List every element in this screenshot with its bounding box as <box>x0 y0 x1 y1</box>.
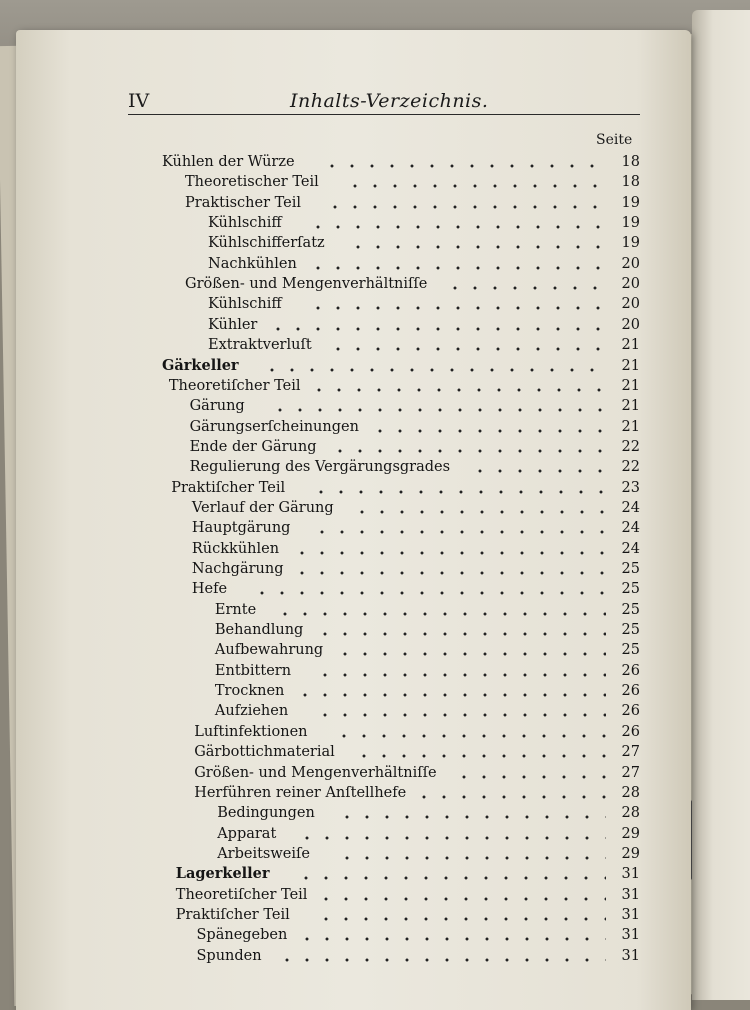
dot-leader <box>330 437 606 457</box>
dot-leader <box>292 559 606 579</box>
toc-page-number: 31 <box>621 906 640 923</box>
dot-leader <box>414 783 606 803</box>
toc-row <box>208 294 640 314</box>
toc-entry-label: Extraktverluſt <box>208 337 312 354</box>
toc-row <box>192 579 640 599</box>
toc-page-number: 24 <box>621 520 640 537</box>
page-header <box>128 90 640 115</box>
dot-leader <box>277 946 607 966</box>
toc-page-number: 26 <box>621 703 640 720</box>
toc-entry-label: Kühlen der Würze <box>162 154 295 170</box>
dot-leader <box>345 172 606 192</box>
toc-page-number: 22 <box>621 438 640 455</box>
toc-entry-label: Lagerkeller <box>175 865 270 883</box>
dot-leader <box>335 640 606 660</box>
toc-page-number: 28 <box>621 805 640 822</box>
toc-page-number: 25 <box>621 601 640 618</box>
toc-entry-label: Nachkühlen <box>208 255 297 272</box>
toc-page-number: 26 <box>621 723 640 740</box>
page-title: Inhalts-Verzeichnis. <box>290 90 489 112</box>
dot-leader <box>315 620 606 640</box>
toc-page-number: 20 <box>621 276 640 293</box>
toc-entry-label: Hefe <box>191 581 228 598</box>
toc-row <box>192 539 640 559</box>
toc-row <box>215 681 640 701</box>
toc-row <box>215 620 640 640</box>
toc-entry-label: Kühlschiff <box>208 296 282 313</box>
toc-row <box>194 722 640 742</box>
toc-entry-label: Gärung <box>189 398 245 415</box>
toc-page-number: 18 <box>621 154 640 170</box>
toc-entry-label: Praktischer Teil <box>185 194 302 211</box>
toc-entry-label: Größen- und Mengenverhältniſſe <box>194 764 437 781</box>
dot-leader <box>297 925 607 945</box>
toc-row <box>217 824 640 844</box>
toc-page-number: 31 <box>621 866 640 883</box>
toc-row <box>169 376 640 396</box>
dot-leader <box>315 701 606 721</box>
toc-entry-label: Herführen reiner Anſtellhefe <box>194 784 407 801</box>
dot-leader <box>334 722 606 742</box>
toc-page-number: 25 <box>621 561 640 577</box>
toc-row <box>176 885 640 905</box>
dot-leader <box>311 478 606 498</box>
toc-page-number: 21 <box>621 418 640 435</box>
toc-entry-label: Gärkeller <box>162 356 239 374</box>
toc-row <box>215 640 640 660</box>
toc-row <box>192 518 640 538</box>
toc-page-number: 31 <box>621 886 640 903</box>
dot-leader <box>454 763 606 783</box>
toc-page-number: 21 <box>621 377 640 394</box>
toc-row <box>217 844 640 864</box>
toc-entry-label: Behandlung <box>214 622 304 639</box>
dot-leader <box>308 254 606 274</box>
toc-page-number: 20 <box>621 255 640 272</box>
toc-page-number: 26 <box>621 683 640 700</box>
dot-leader <box>325 193 606 213</box>
toc-entry-label: Luftinfektionen <box>194 723 308 740</box>
toc-entry-label: Hauptgärung <box>191 520 291 537</box>
dot-leader <box>316 885 606 905</box>
toc-entry-label: Regulierung des Vergärungsgrades <box>189 459 451 476</box>
toc-row <box>185 172 640 192</box>
toc-page-number: 23 <box>621 479 640 496</box>
toc-page-number: 19 <box>621 215 640 232</box>
toc-entry-label: Praktiſcher Teil <box>171 479 286 496</box>
dot-leader <box>315 661 606 681</box>
dot-leader <box>270 396 606 416</box>
toc-page-number: 25 <box>621 622 640 639</box>
toc-page-number: 20 <box>621 316 640 333</box>
toc-row <box>176 864 640 884</box>
toc-entry-label: Theoretischer Teil <box>185 174 319 191</box>
toc-entry-label: Gärungserſcheinungen <box>189 418 359 435</box>
toc-row <box>197 925 641 945</box>
toc-entry-label: Kühlschifferſatz <box>208 235 325 252</box>
dot-leader <box>292 539 606 559</box>
toc-entry-label: Größen- und Mengenverhältniſſe <box>185 276 428 293</box>
toc-entry-label: Praktiſcher Teil <box>175 906 290 923</box>
dot-leader <box>370 417 606 437</box>
dot-leader <box>275 600 606 620</box>
toc-entry-label: Aufbewahrung <box>214 642 324 659</box>
toc-page-number: 25 <box>621 642 640 659</box>
dot-leader <box>445 274 606 294</box>
toc-entry-label: Kühler <box>208 316 258 333</box>
facing-page <box>692 10 750 1000</box>
toc-row <box>190 417 640 437</box>
dot-leader <box>337 844 606 864</box>
toc-entry-label: Spunden <box>196 947 262 964</box>
toc-row <box>192 559 640 579</box>
dot-leader <box>308 213 606 233</box>
dot-leader <box>352 498 606 518</box>
toc-entry-label: Ernte <box>214 601 257 618</box>
toc-entry-label: Rückkühlen <box>191 540 280 557</box>
toc-row <box>185 193 640 213</box>
toc-row <box>176 905 640 925</box>
dot-leader <box>348 233 606 253</box>
toc-row <box>162 356 640 376</box>
toc-entry-label: Apparat <box>217 825 277 842</box>
toc-page-number: 24 <box>621 540 640 557</box>
toc-entry-label: Spänegeben <box>196 927 288 944</box>
toc-row <box>215 600 640 620</box>
toc-entry-label: Kühlschiff <box>208 215 282 232</box>
toc-page-number: 31 <box>621 927 640 944</box>
toc-row <box>190 437 640 457</box>
toc-page-number: 27 <box>621 744 640 761</box>
toc-entry-label: Trocknen <box>214 683 285 700</box>
dot-leader <box>252 579 606 599</box>
toc-row <box>208 213 640 233</box>
dot-leader <box>296 864 606 884</box>
toc-entry-label: Arbeitsweiſe <box>217 845 310 862</box>
toc-page-number: 21 <box>621 357 640 374</box>
dot-leader <box>328 335 606 355</box>
toc-page-number: 18 <box>621 174 640 191</box>
toc-row <box>190 457 640 477</box>
toc-row <box>194 783 640 803</box>
page-number: IV <box>128 90 150 112</box>
toc-entry-label: Nachgärung <box>191 561 284 577</box>
toc-entry-label: Theoretiſcher Teil <box>168 377 301 394</box>
toc-page-number: 29 <box>621 825 640 842</box>
dot-leader <box>297 824 606 844</box>
dot-leader <box>262 356 606 376</box>
toc-row <box>208 315 640 335</box>
dot-leader <box>316 905 606 925</box>
toc-row <box>208 254 640 274</box>
toc-row <box>208 335 640 355</box>
toc-page-number: 31 <box>621 947 640 964</box>
toc-page-number: 26 <box>621 662 640 679</box>
toc-row <box>208 233 640 253</box>
toc-entry-label: Theoretiſcher Teil <box>175 886 308 903</box>
toc-row <box>194 742 640 762</box>
toc-page-number: 22 <box>621 459 640 476</box>
toc-page-number: 25 <box>621 581 640 598</box>
toc-entry-label: Aufziehen <box>214 703 289 720</box>
dot-leader <box>295 681 606 701</box>
toc-row <box>185 274 640 294</box>
toc-entry-label: Entbittern <box>214 662 292 679</box>
toc-row <box>197 946 641 966</box>
dot-leader <box>308 294 606 314</box>
seite-column-label: Seite <box>596 132 633 148</box>
toc-row <box>190 396 640 416</box>
toc-page-number: 24 <box>621 499 640 516</box>
toc-row <box>194 763 640 783</box>
toc-row <box>215 661 640 681</box>
toc-row <box>192 498 640 518</box>
toc-page-number: 19 <box>621 235 640 252</box>
dot-leader <box>322 152 606 172</box>
toc-page-number: 20 <box>621 296 640 313</box>
dot-leader <box>312 518 606 538</box>
toc-row <box>217 803 640 823</box>
toc-page-number: 21 <box>621 337 640 354</box>
toc-page-number: 21 <box>621 398 640 415</box>
dot-leader <box>309 376 606 396</box>
dot-leader <box>354 742 606 762</box>
toc-entry-label: Ende der Gärung <box>189 438 317 455</box>
dot-leader <box>470 457 606 477</box>
toc-entry-label: Gärbottichmaterial <box>194 744 335 761</box>
toc-entry-label: Bedingungen <box>217 805 315 822</box>
toc-page-number: 28 <box>621 784 640 801</box>
toc-page-number: 27 <box>621 764 640 781</box>
toc-row <box>171 478 640 498</box>
dot-leader <box>337 803 606 823</box>
toc-page-number: 29 <box>621 845 640 862</box>
toc-entry-label: Verlauf der Gärung <box>191 499 334 516</box>
toc-page-number: 19 <box>621 194 640 211</box>
toc-row <box>215 701 640 721</box>
toc-row <box>162 152 640 172</box>
dot-leader <box>268 315 606 335</box>
